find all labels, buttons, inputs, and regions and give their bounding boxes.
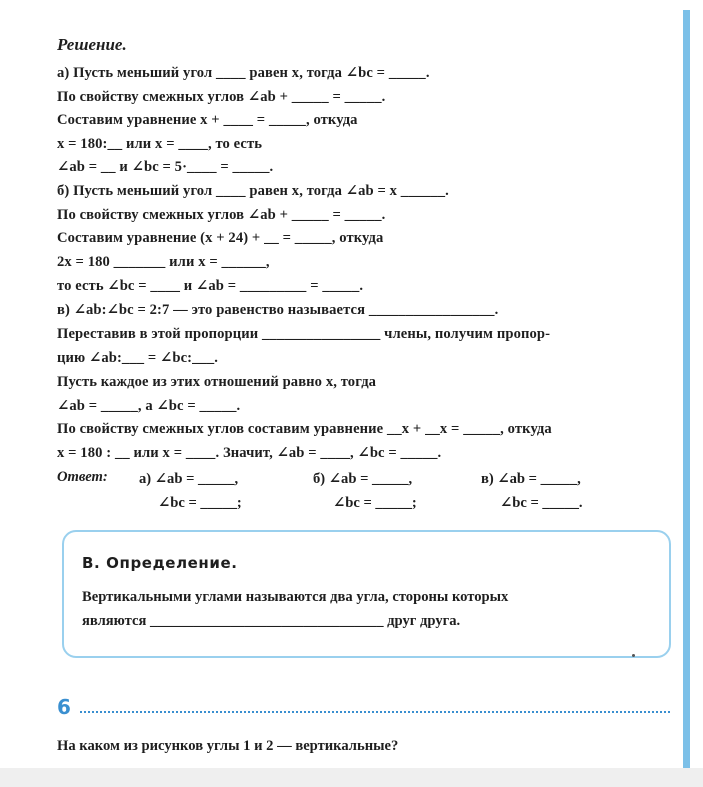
bottom-band [0,768,703,787]
answer-label: Ответ: [57,469,108,485]
definition-line: являются ________________________________ друг друга. [82,613,461,629]
answer-a-bc: ∠bc = _____; [158,495,242,511]
answer-c-ab: в) ∠ab = _____, [481,471,581,487]
solution-title: Решение. [57,35,127,54]
text-line: Пусть каждое из этих отношений равно x, тогда [57,374,377,390]
answer-a-ab: а) ∠ab = _____, [139,471,239,487]
text-line: в) ∠ab:∠bc = 2:7 — это равенство называется _________________. [57,302,499,318]
definition-box [62,530,671,658]
text-line: 2x = 180 _______ или x = ______, [57,254,270,270]
text-line: По свойству смежных углов ∠ab + _____ = _____. [57,89,386,105]
text-line: Переставив в этой пропорции ________________ члены, получим пропор- [57,326,551,342]
answer-b-ab: б) ∠ab = _____, [313,471,413,487]
text-line: Составим уравнение (x + 24) + __ = _____, откуда [57,230,384,246]
text-line: то есть ∠bc = ____ и ∠ab = _________ = _____. [57,278,364,294]
answer-b-bc: ∠bc = _____; [333,495,417,511]
text-line: По свойству смежных углов составим уравнение __x + __x = _____, откуда [57,421,552,437]
text-line: а) Пусть меньший угол ____ равен x, тогда ∠bc = _____. [57,65,430,81]
text-line: ∠ab = __ и ∠bc = 5·____ = _____. [57,159,274,175]
section-number: 6 [57,695,71,719]
section-question: На каком из рисунков углы 1 и 2 — вертикальные? [57,738,399,754]
text-line: x = 180:__ или x = ____, то есть [57,136,263,152]
text-line: По свойству смежных углов ∠ab + _____ = _____. [57,207,386,223]
text-line: x = 180 : __ или x = ____. Значит, ∠ab = ____, ∠bc = _____. [57,445,442,461]
text-line: б) Пусть меньший угол ____ равен x, тогда ∠ab = x ______. [57,183,449,199]
section-divider [80,711,670,713]
page-margin-rule [683,10,690,768]
definition-title: В. Определение. [82,554,238,572]
definition-line: Вертикальными углами называются два угла, стороны которых [82,589,509,605]
print-speck [632,654,635,657]
text-line: Составим уравнение x + ____ = _____, откуда [57,112,358,128]
text-line: ∠ab = _____, а ∠bc = _____. [57,398,241,414]
answer-c-bc: ∠bc = _____. [500,495,583,511]
text-line: цию ∠ab:___ = ∠bc:___. [57,350,219,366]
